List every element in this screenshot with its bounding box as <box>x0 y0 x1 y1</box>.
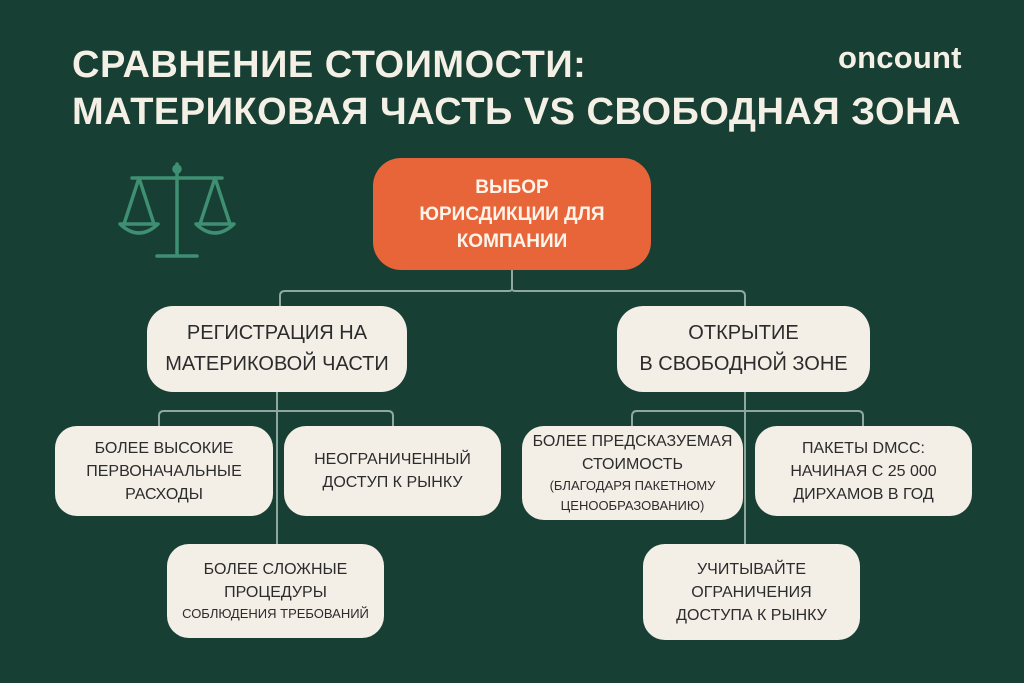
connector-root-to-branches <box>280 270 745 306</box>
leaf-node-dmcc-packages <box>755 426 972 516</box>
leaf-line: ДИРХАМОВ В ГОД <box>793 485 934 503</box>
leaf-line: ОГРАНИЧЕНИЯ <box>691 583 812 601</box>
branch-node-mainland <box>147 306 407 392</box>
branch-line: В СВОБОДНОЙ ЗОНЕ <box>639 353 848 375</box>
leaf-note: ЦЕНООБРАЗОВАНИЮ) <box>560 498 705 513</box>
root-line: ВЫБОР <box>475 176 549 198</box>
leaf-line: ДОСТУП К РЫНКУ <box>322 474 463 491</box>
branch-node-free-zone <box>617 306 870 392</box>
leaf-node-market-access-limits <box>643 544 860 640</box>
leaf-note: (БЛАГОДАРЯ ПАКЕТНОМУ <box>549 478 716 493</box>
brand-logo: oncount <box>838 40 962 75</box>
leaf-node-predictable-cost <box>522 426 743 520</box>
scales-of-justice-icon <box>112 160 242 264</box>
leaf-line: НАЧИНАЯ С 25 000 <box>790 462 937 480</box>
branch-line: РЕГИСТРАЦИЯ НА <box>186 322 368 344</box>
leaf-line: ПЕРВОНАЧАЛЬНЫЕ <box>86 462 242 480</box>
root-line: ЮРИСДИКЦИИ ДЛЯ <box>419 203 605 225</box>
leaf-line: БОЛЕЕ ВЫСОКИЕ <box>94 439 234 457</box>
leaf-line: НЕОГРАНИЧЕННЫЙ <box>314 451 471 468</box>
leaf-line: СТОИМОСТЬ <box>581 456 684 473</box>
branch-line: ОТКРЫТИЕ <box>688 322 799 344</box>
leaf-line: БОЛЕЕ СЛОЖНЫЕ <box>203 561 348 578</box>
leaf-line: РАСХОДЫ <box>125 485 203 503</box>
leaf-node-complex-compliance <box>167 544 384 638</box>
root-node-jurisdiction-choice <box>373 158 651 270</box>
leaf-node-higher-costs <box>55 426 273 516</box>
root-line: КОМПАНИИ <box>456 230 568 252</box>
leaf-note: СОБЛЮДЕНИЯ ТРЕБОВАНИЙ <box>182 606 369 621</box>
leaf-line: ДОСТУПА К РЫНКУ <box>676 606 827 624</box>
leaf-line: БОЛЕЕ ПРЕДСКАЗУЕМАЯ <box>532 433 733 450</box>
leaf-line: ПРОЦЕДУРЫ <box>224 584 327 601</box>
title-line-1: СРАВНЕНИЕ СТОИМОСТИ: <box>72 44 587 86</box>
leaf-node-unlimited-market-access <box>284 426 501 516</box>
leaf-line: ПАКЕТЫ DMCC: <box>802 439 925 457</box>
title-line-2: МАТЕРИКОВАЯ ЧАСТЬ VS СВОБОДНАЯ ЗОНА <box>72 91 961 133</box>
leaf-line: УЧИТЫВАЙТЕ <box>696 560 807 578</box>
branch-line: МАТЕРИКОВОЙ ЧАСТИ <box>165 353 389 375</box>
